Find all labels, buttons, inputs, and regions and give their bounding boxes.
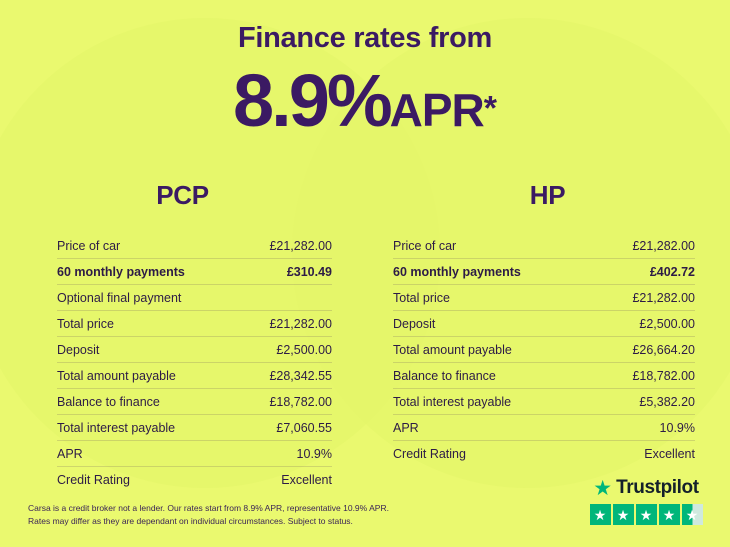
- table-row: [57, 337, 332, 363]
- table-row: [57, 311, 332, 337]
- footnote-line-2: Rates may differ as they are dependant on individual circumstances. Subject to status.: [28, 515, 353, 526]
- row-value: £18,782.00: [632, 368, 695, 383]
- row-label: 60 monthly payments: [393, 264, 521, 279]
- row-label: 60 monthly payments: [57, 264, 185, 279]
- row-label: APR: [57, 446, 83, 461]
- row-value: £26,664.20: [632, 342, 695, 357]
- row-label: Balance to finance: [57, 394, 160, 409]
- rate-value: 8.9%: [232, 59, 390, 142]
- row-value: £21,282.00: [632, 238, 695, 253]
- column-title-pcp: PCP: [156, 180, 209, 210]
- column-title-hp: HP: [529, 180, 566, 210]
- pcp-table: [57, 233, 332, 492]
- table-row: [57, 285, 332, 311]
- footnote-line-1: Carsa is a credit broker not a lender. Our rates start from 8.9% APR, representative 10.9% APR.: [28, 503, 389, 514]
- row-value: Excellent: [644, 446, 695, 461]
- row-label: Price of car: [393, 238, 457, 253]
- table-row: [393, 337, 695, 363]
- row-label: Deposit: [393, 316, 436, 331]
- table-row: [393, 259, 695, 285]
- row-value: £21,282.00: [632, 290, 695, 305]
- row-label: Total amount payable: [57, 368, 176, 383]
- trustpilot-wordmark: Trustpilot: [616, 477, 699, 498]
- star-icon: ★: [590, 504, 611, 525]
- row-label: Total amount payable: [393, 342, 512, 357]
- row-label: Optional final payment: [57, 290, 182, 305]
- row-value: £18,782.00: [269, 394, 332, 409]
- rate-apr-label: APR: [389, 84, 484, 136]
- table-row: [393, 363, 695, 389]
- finance-column-hp: [365, 180, 730, 492]
- row-label: APR: [393, 420, 419, 435]
- star-icon: ★: [613, 504, 634, 525]
- legal-footnote: [28, 502, 389, 527]
- table-row: [393, 285, 695, 311]
- row-label: Credit Rating: [393, 446, 466, 461]
- row-label: Total interest payable: [57, 420, 176, 435]
- rate-headline: [0, 58, 730, 143]
- row-value: £402.72: [649, 264, 695, 279]
- row-label: Price of car: [57, 238, 121, 253]
- table-row: [57, 363, 332, 389]
- rate-asterisk: *: [483, 89, 498, 128]
- row-value: 10.9%: [659, 420, 695, 435]
- star-half-icon: ★: [682, 504, 703, 525]
- row-value: £310.49: [286, 264, 332, 279]
- row-value: £2,500.00: [639, 316, 695, 331]
- row-label: Total price: [57, 316, 114, 331]
- table-row: [393, 415, 695, 441]
- hp-table: [393, 233, 695, 466]
- star-icon: ★: [636, 504, 657, 525]
- row-value: £28,342.55: [269, 368, 332, 383]
- row-label: Total price: [393, 290, 450, 305]
- table-row: [57, 259, 332, 285]
- finance-comparison: [0, 180, 730, 492]
- trustpilot-logo: [586, 477, 706, 499]
- row-value: Excellent: [281, 472, 332, 487]
- row-value: £7,060.55: [276, 420, 332, 435]
- row-label: Deposit: [57, 342, 100, 357]
- star-icon: ★: [659, 504, 680, 525]
- row-label: Balance to finance: [393, 368, 496, 383]
- trustpilot-rating: [586, 477, 706, 525]
- table-row: [57, 389, 332, 415]
- table-row: [393, 389, 695, 415]
- table-row: [57, 415, 332, 441]
- table-row: [393, 441, 695, 466]
- row-value: £5,382.20: [639, 394, 695, 409]
- finance-column-pcp: [0, 180, 365, 492]
- row-value: £21,282.00: [269, 238, 332, 253]
- row-value: £2,500.00: [276, 342, 332, 357]
- row-value: 10.9%: [296, 446, 332, 461]
- table-row: [393, 311, 695, 337]
- trustpilot-star-icon: ★: [593, 476, 613, 500]
- row-label: Credit Rating: [57, 472, 130, 487]
- table-row: [57, 441, 332, 467]
- table-row: [57, 467, 332, 492]
- row-label: Total interest payable: [393, 394, 512, 409]
- trustpilot-star-rating: [586, 504, 706, 525]
- page-title: Finance rates from: [237, 22, 493, 54]
- table-row: [57, 233, 332, 259]
- row-value: £21,282.00: [269, 316, 332, 331]
- table-row: [393, 233, 695, 259]
